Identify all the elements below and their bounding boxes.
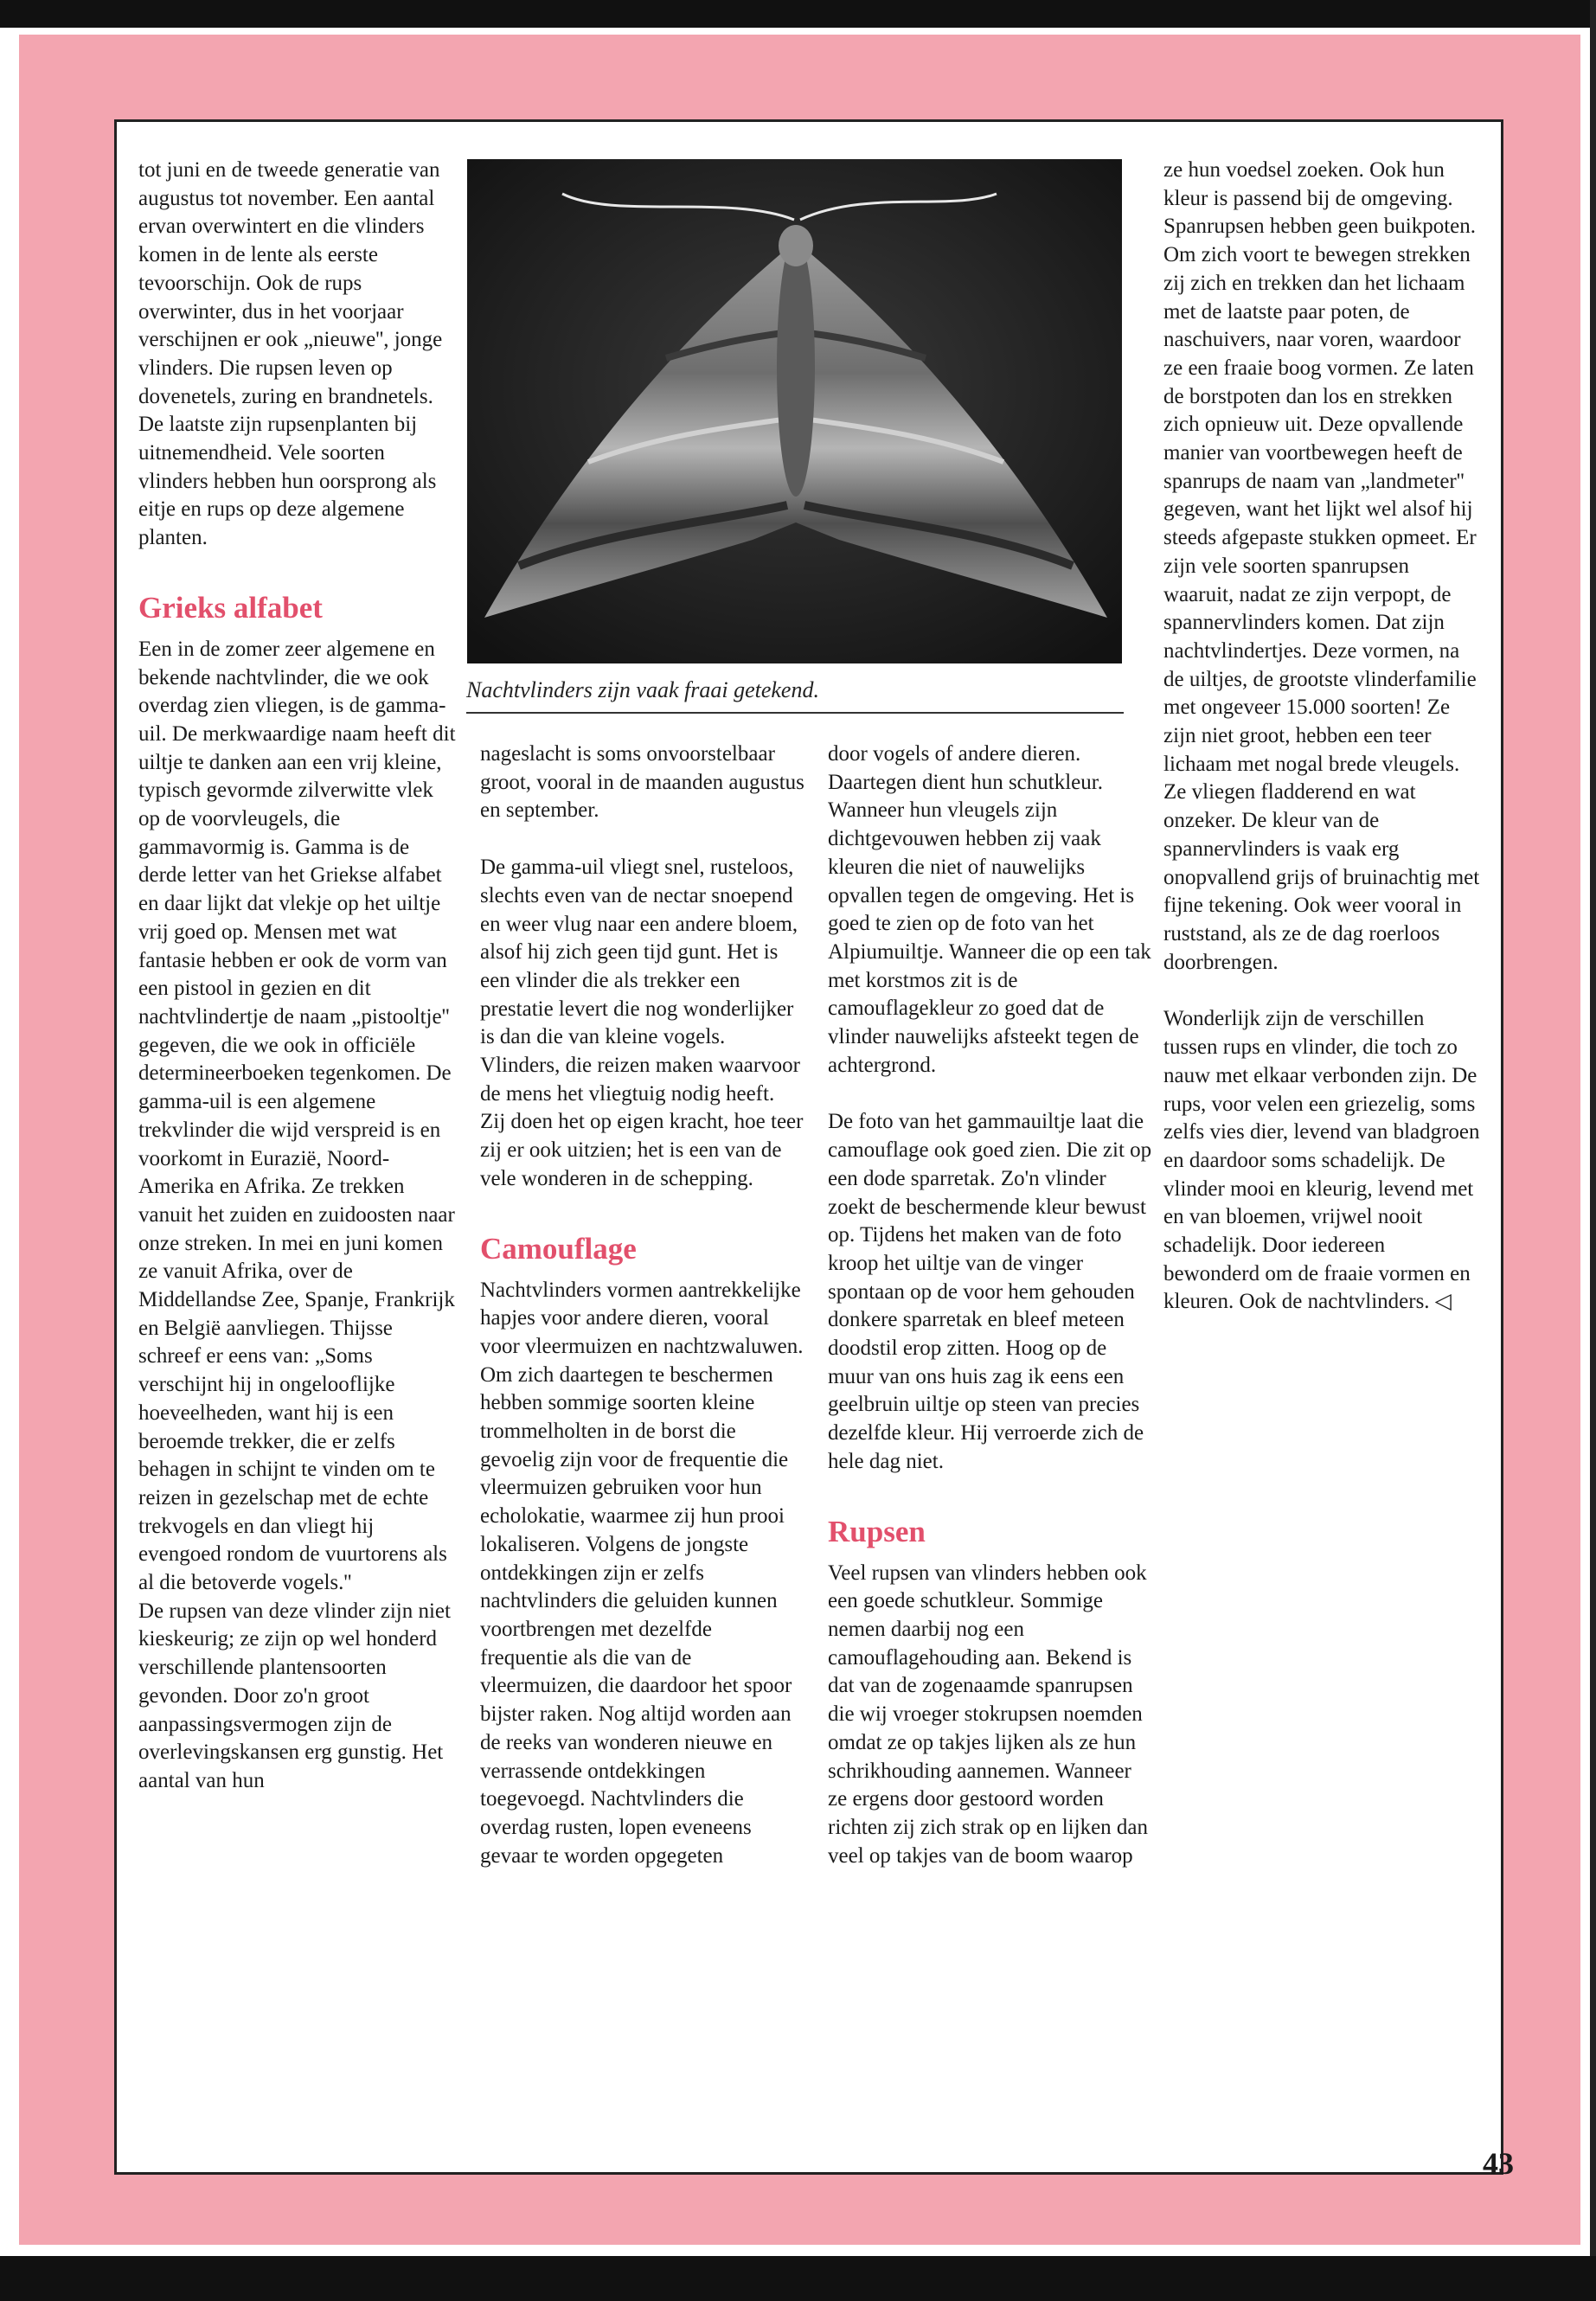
scan-border-right [1590, 0, 1596, 2301]
paragraph: nageslacht is soms onvoorstelbaar groot, vooral in de maanden augustus en september. [480, 742, 804, 823]
paragraph: De rupsen van deze vlinder zijn niet kieskeurig; ze zijn op wel honderd verschillende plantensoorten gevonden. Door zo'n groot aanpassingsvermogen zijn de overlevingskansen erg gunstig. Het aantal van hun [138, 1599, 451, 1792]
paragraph: door vogels of andere dieren. Daartegen dient hun schutkleur. Wanneer hun vleugels zijn dichtgevouwen hebben zij vaak kleuren die niet of nauwelijks opvallen tegen de omgeving. Het is goed te zien op de foto van het Alpiumuiltje. Wanneer die op een tak met korstmos zit is de camouflagekleur zo goed dat de vlinder nauwelijks afsteekt tegen de achtergrond. [828, 742, 1151, 1077]
scan-border-top [0, 0, 1596, 28]
paragraph: De gamma-uil vliegt snel, rusteloos, slechts even van de nectar snoepend en weer vlug naar een andere bloem, alsof hij zich geen tijd gunt. Het is een vlinder die als trekker een prestatie levert die nog wonderlijker is dan die van kleine vogels. Vlinders, die reizen maken waarvoor de mens het vliegtuig nodig heeft. Zij doen het op eigen kracht, hoe teer zij er ook uitzien; het is een van de vele wonderen in de schepping. [480, 856, 804, 1190]
moth-photo [467, 159, 1122, 663]
column-4 [1163, 157, 1482, 1317]
page-number: 43 [1483, 2146, 1514, 2181]
paragraph: tot juni en de tweede generatie van augustus tot november. Een aantal ervan overwintert en die vlinders komen in de lente als eerste tevoorschijn. Ook de rups overwinter, dus in het voorjaar verschijnen er ook „nieuwe'', jonge vlinders. Die rupsen leven op dovenetels, zuring en brandnetels. De laatste zijn rupsenplanten bij uitnemendheid. Vele soorten vlinders hebben hun oorsprong als eitje en rups op deze algemene planten. [138, 158, 443, 550]
scan-border-bottom [0, 2256, 1596, 2301]
paragraph: Nachtvlinders vormen aantrekkelijke hapjes voor andere dieren, vooral voor vleermuizen en nachtzwaluwen. Om zich daartegen te beschermen hebben sommige soorten kleine trommelholten in de borst die gevoelig zijn voor de frequentie die vleermuizen gebruiken voor hun echolokatie, waarmee zij hun prooi lokaliseren. Volgens de jongste ontdekkingen zijn er zelfs nachtvlinders die geluiden kunnen voortbrengen met dezelfde frequentie als die van de vleermuizen, die daardoor het spoor bijster raken. Nog altijd worden aan de reeks van wonderen nieuwe en verrassende ontdekkingen toegevoegd. Nachtvlinders die overdag rusten, lopen eveneens gevaar te worden opgegeten [480, 1278, 804, 1868]
column-2 [480, 740, 804, 1870]
section-heading-grieks-alfabet: Grieks alfabet [138, 590, 323, 625]
paragraph: De foto van het gammauiltje laat die camouflage ook goed zien. Die zit op een dode sparretak. Zo'n vlinder zoekt de beschermende kleur bewust op. Tijdens het maken van de foto kroop het uiltje van de vinger spontaan op de voor hem gehouden donkere sparretak en bleef meteen doodstil erop zitten. Hoog op de muur van ons huis zag ik eens een geelbruin uiltje op steen van precies dezelfde kleur. Hij verroerde zich de hele dag niet. [828, 1110, 1152, 1473]
paragraph: Een in de zomer zeer algemene en bekende nachtvlinder, die we ook overdag zien vliegen, is de gamma-uil. De merkwaardige naam heeft dit uiltje te danken aan een vrij kleine, typisch gevormde zilverwitte vlek op de voorvleugels, die gammavormig is. Gamma is de derde letter van het Griekse alfabet en daar lijkt dat vlekje op het uiltje vrij goed op. Mensen met wat fantasie hebben er ook de vorm van een pistool in gezien en dit nachtvlindertje de naam „pistooltje'' gegeven, die we ook in officiële determineerboeken tegenkomen. De gamma-uil is een algemene trekvlinder die wijd verspreid is en voorkomt in Eurazië, Noord-Amerika en Afrika. Ze trekken vanuit het zuiden en zuidoosten naar onze streken. In mei en juni komen ze vanuit Afrika, over de Middellandse Zee, Spanje, Frankrijk en België aanvliegen. Thijsse schreef er eens van: „Soms verschijnt hij in ongelooflijke hoeveelheden, want hij is een beroemde trekker, die er zelfs behagen in schijnt te vinden om te reizen in gezelschap met de echte trekvogels en dan vliegt hij evengoed rondom de vuurtorens als al die betoverde vogels.'' [138, 637, 456, 1595]
photo-caption: Nachtvlinders zijn vaak fraai getekend. [466, 676, 1124, 714]
article-frame [114, 119, 1503, 2175]
section-heading-rupsen: Rupsen [828, 1514, 926, 1548]
column-1 [138, 157, 458, 1796]
section-heading-camouflage: Camouflage [480, 1231, 637, 1266]
column-3 [828, 740, 1152, 1870]
paragraph: ze hun voedsel zoeken. Ook hun kleur is passend bij de omgeving. [1163, 158, 1453, 210]
magazine-page [19, 35, 1580, 2245]
paragraph: Wonderlijk zijn de verschillen tussen rups en vlinder, die toch zo nauw met elkaar verbonden zijn. De rups, voor velen een griezelig, soms zelfs vies dier, levend van bladgroen en daardoor soms schadelijk. De vlinder mooi en kleurig, levend met en van bloemen, vrijwel nooit schadelijk. Door iedereen bewonderd om de fraaie vormen en kleuren. Ook de nachtvlinders. ◁ [1163, 1007, 1480, 1314]
paragraph: Spanrupsen hebben geen buikpoten. Om zich voort te bewegen strekken zij zich en trekken dan het lichaam met de laatste paar poten, de naschuivers, naar voren, waardoor ze een fraaie boog vormen. Ze laten de borstpoten dan los en strekken zich opnieuw uit. Deze opvallende manier van voortbewegen heeft de spanrups de naam van „landmeter'' gegeven, want het lijkt wel alsof hij steeds afgepaste stukken opmeet. Er zijn vele soorten spanrupsen waaruit, nadat ze zijn verpopt, de spannervlinders komen. Dat zijn nachtvlindertjes. Deze vormen, na de uiltjes, de grootste vlinderfamilie met ongeveer 15.000 soorten! Ze zijn niet groot, hebben een teer lichaam met nogal brede vleugels. Ze vliegen fladderend en wat onzeker. De kleur van de spannervlinders is vaak erg onopvallend grijs of bruinachtig met fijne tekening. Ook weer vooral in ruststand, als ze de dag roerloos doorbrengen. [1163, 215, 1480, 974]
paragraph: Veel rupsen van vlinders hebben ook een goede schutkleur. Sommige nemen daarbij nog een camouflagehouding aan. Bekend is dat van de zogenaamde spanrupsen die wij vroeger stokrupsen noemden omdat ze op takjes lijken als ze hun schrikhouding aannemen. Wanneer ze ergens door gestoord worden richten zij zich strak op en lijken dan veel op takjes van de boom waarop [828, 1561, 1149, 1868]
